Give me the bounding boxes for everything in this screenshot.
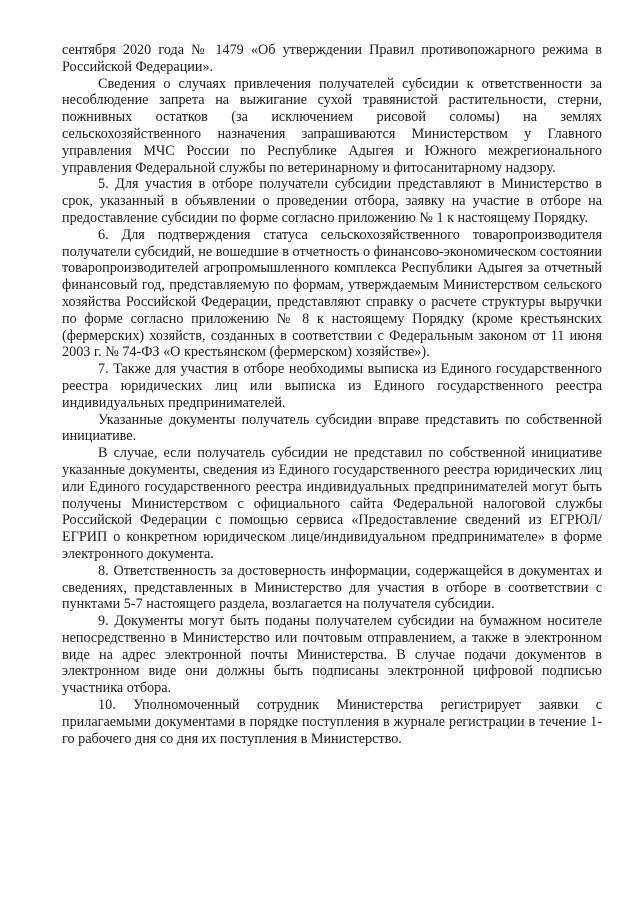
paragraph-item-10: 10. Уполномоченный сотрудник Министерства регистрирует заявки с прилагаемыми документами в порядке поступления в журнале регистрации в течение 1-го рабочего дня со дня их поступления в Министерство.	[62, 697, 602, 747]
paragraph-item-9: 9. Документы могут быть поданы получателем субсидии на бумажном носителе непосредственно в Министерство или почтовым отправлением, а также в электронном виде на адрес электронной почты Министерства. В случае подачи документов в электронном виде они должны быть подписаны электронной цифровой подписью участника отбора.	[62, 613, 602, 697]
paragraph-continuation: сентября 2020 года № 1479 «Об утверждении Правил противопожарного режима в Российской Федерации».	[62, 42, 602, 75]
paragraph-egrul-egrip: В случае, если получатель субсидии не представил по собственной инициативе указанные документы, сведения из Единого государственного реестра юридических лиц или Единого государственного реестра индивидуальных предпринимателей могут быть получены Министерством с официального сайта Федеральной налоговой службы Российской Федерации с помощью сервиса «Предоставление сведений из ЕГРЮЛ/ЕГРИП о конкретном юридическом лице/индивидуальном предпринимателе» в форме электронного документа.	[62, 445, 602, 562]
paragraph-own-initiative: Указанные документы получатель субсидии вправе представить по собственной инициативе.	[62, 411, 602, 445]
document-page	[62, 42, 602, 747]
paragraph-item-8: 8. Ответственность за достоверность информации, содержащейся в документах и сведениях, представленных в Министерство для участия в отборе в соответствии с пунктами 5-7 настоящего раздела, возлагается на получателя субсидии.	[62, 562, 602, 613]
paragraph-item-6: 6. Для подтверждения статуса сельскохозяйственного товаропроизводителя получатели субсидий, не вошедшие в отчетность о финансово-экономическом состоянии товаропроизводителей агропромышленного комплекса Республики Адыгея за отчетный финансовый год, представляемую по формам, утверждаемым Министерством сельского хозяйства Российской Федерации, представляют справку о расчете структуры выручки по форме согласно приложению № 8 к настоящему Порядку (кроме крестьянских (фермерских) хозяйств, созданных в соответствии с Федеральным законом от 11 июня 2003 г. № 74-ФЗ «О крестьянском (фермерском) хозяйстве»).	[62, 226, 602, 361]
paragraph-item-7: 7. Также для участия в отборе необходимы выписка из Единого государственного реестра юридических лиц или выписка из Единого государственного реестра индивидуальных предпринимателей.	[62, 361, 602, 411]
paragraph-fire-violations-info: Сведения о случаях привлечения получателей субсидии к ответственности за несоблюдение запрета на выжигание сухой травянистой растительности, стерни, пожнивных остатков (за исключением рисовой соломы) на землях сельскохозяйственного назначения запрашиваются Министерством у Главного управления МЧС России по Республике Адыгея и Южного межрегионального управления Федеральной службы по ветеринарному и фитосанитарному надзору.	[62, 75, 602, 176]
paragraph-item-5: 5. Для участия в отборе получатели субсидии представляют в Министерство в срок, указанный в объявлении о проведении отбора, заявку на участие в отборе на предоставление субсидии по форме согласно приложению № 1 к настоящему Порядку.	[62, 176, 602, 226]
